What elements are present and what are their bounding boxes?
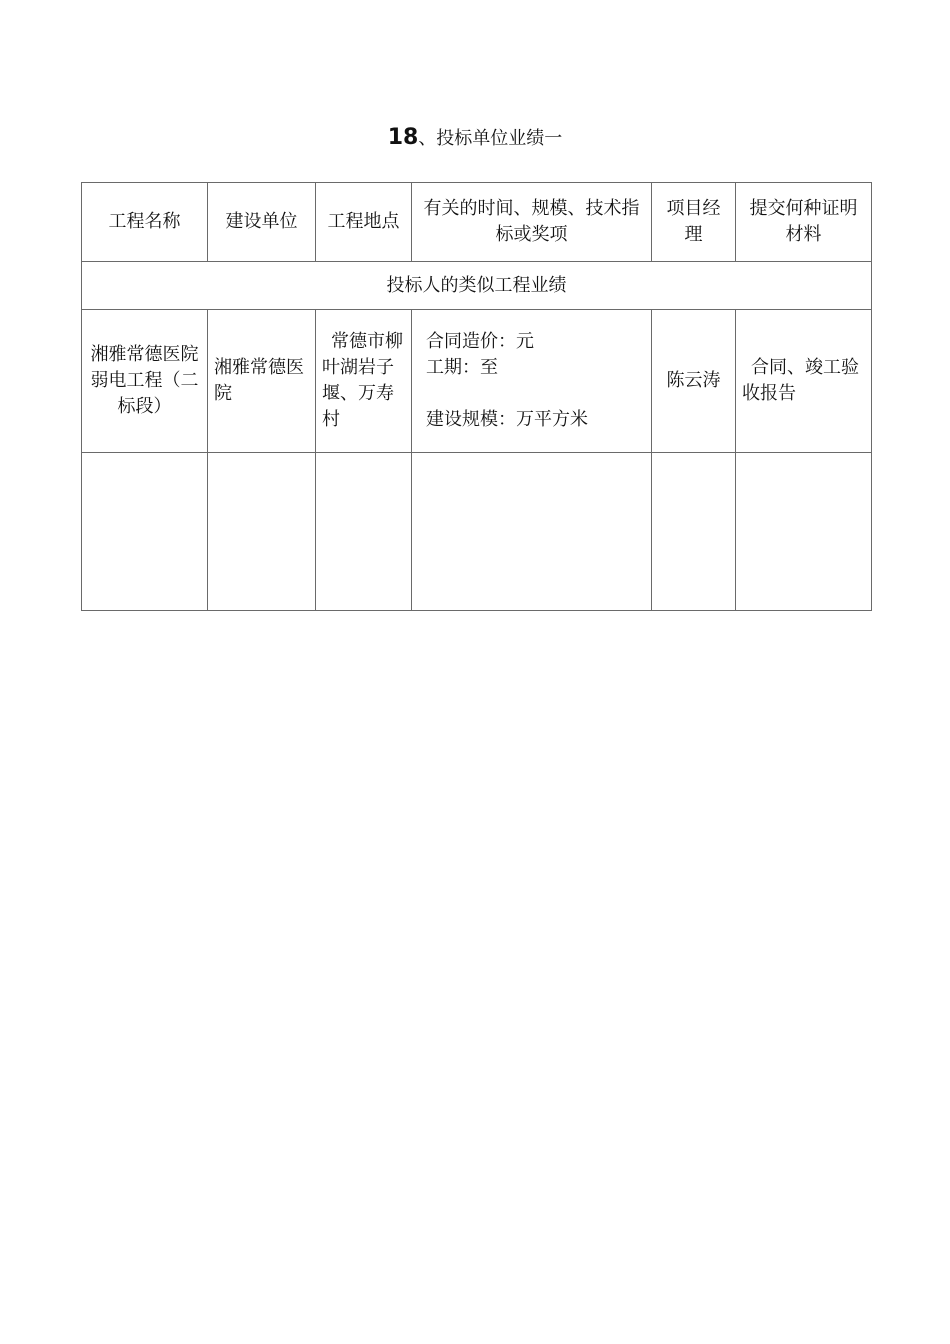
cell-project-name: 湘雅常德医院弱电工程（二标段）	[82, 310, 208, 453]
cell-proof-text: 合同、竣工验收报告	[742, 357, 859, 404]
title-number: 18	[387, 125, 419, 150]
header-manager: 项目经理	[652, 183, 736, 262]
cell-client: 湘雅常德医院	[208, 310, 316, 453]
header-client: 建设单位	[208, 183, 316, 262]
duration-line: 工期：至	[426, 357, 498, 378]
section-row	[82, 262, 872, 310]
cell-details	[412, 310, 652, 453]
header-details: 有关的时间、规模、技术指标或奖项	[412, 183, 652, 262]
empty-cell	[82, 453, 208, 611]
cell-location	[316, 310, 412, 453]
empty-cell	[412, 453, 652, 611]
empty-cell	[652, 453, 736, 611]
contract-price-line: 合同造价：元	[426, 331, 534, 352]
section-label: 投标人的类似工程业绩	[82, 262, 872, 310]
cell-proof	[736, 310, 872, 453]
header-proof: 提交何种证明材料	[736, 183, 872, 262]
title-text: 、投标单位业绩一	[418, 128, 563, 149]
scale-line: 建设规模：万平方米	[426, 409, 588, 430]
table-row	[82, 310, 872, 453]
empty-row	[82, 453, 872, 611]
header-project-name: 工程名称	[82, 183, 208, 262]
performance-table	[81, 182, 872, 611]
empty-cell	[316, 453, 412, 611]
header-location: 工程地点	[316, 183, 412, 262]
empty-cell	[736, 453, 872, 611]
cell-location-text: 常德市柳叶湖岩子堰、万寿村	[322, 331, 403, 430]
header-row	[82, 183, 872, 262]
cell-manager: 陈云涛	[652, 310, 736, 453]
page-title	[0, 124, 950, 150]
empty-cell	[208, 453, 316, 611]
